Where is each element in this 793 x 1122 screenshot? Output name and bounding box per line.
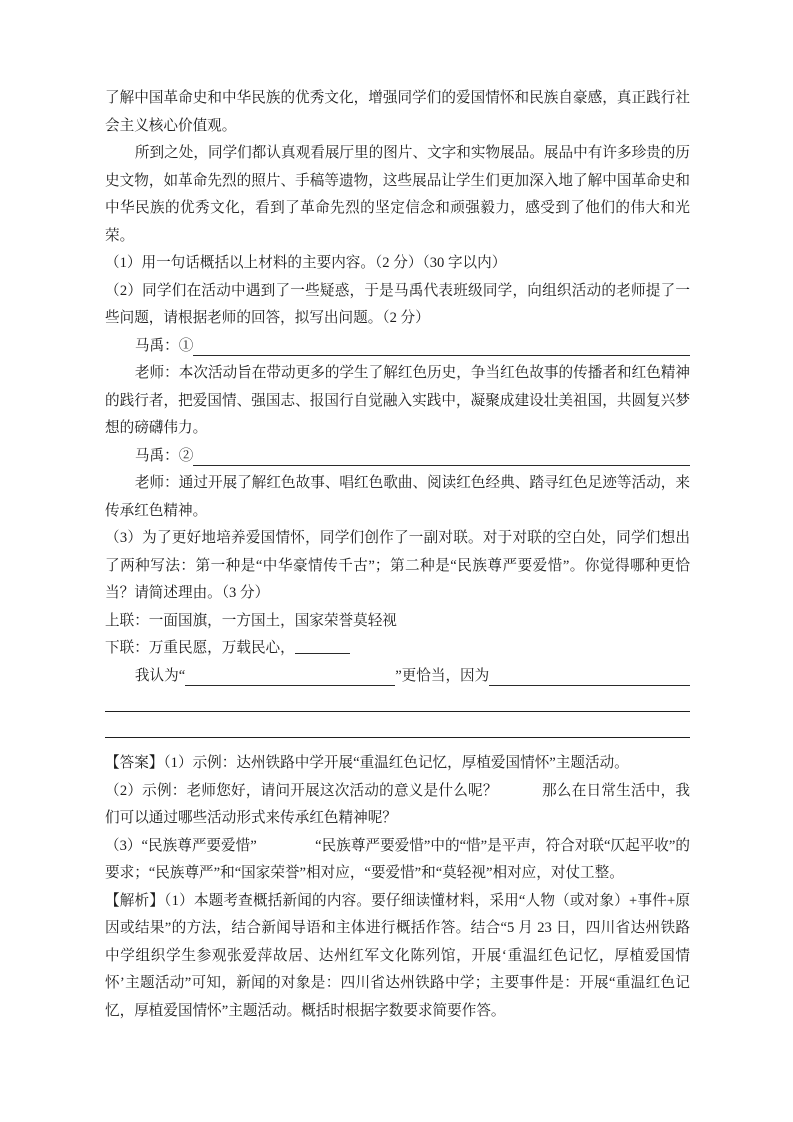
analysis-label: 【解析】 (105, 892, 165, 909)
conclusion-prefix: 我认为“ (134, 667, 186, 684)
question-2: （2）同学们在活动中遇到了一些疑惑，于是马禹代表班级同学，向组织活动的老师提了一些问题，请根据老师的回答，拟写出问题。（2 分） (105, 282, 690, 326)
mayu-1-answer-blank (193, 333, 690, 357)
dialog-teacher-1: 老师：本次活动旨在带动更多的学生了解红色历史，争当红色故事的传播者和红色精神的践行者，把爱国情、强国志、报国行自觉融入实践中，凝聚成建设壮美祖国，共圆复兴梦想的磅礴伟力。 (105, 365, 690, 436)
couplet-upper-line: 上联：一面国旗，一方国土，国家荣誉莫轻视 (105, 612, 397, 629)
couplet-lower-text: 下联：万重民愿，万载民心， (105, 640, 295, 656)
conclusion-reason-blank (489, 663, 690, 687)
dialog-mayu-2-label: 马禹：② (134, 447, 194, 464)
mayu-2-answer-blank (193, 443, 690, 467)
answer-item-1 (105, 750, 690, 778)
answer-item-3: （3）“民族尊严要爱惜” “民族尊严要爱惜”中的“惜”是平声，符合对联“仄起平收”的要求；“民族尊严”和“国家荣誉”相对应，“要爱惜”和“莫轻视”相对应，对仗工整。 (105, 837, 690, 881)
writing-line-2 (105, 712, 690, 738)
answer-section (105, 750, 690, 1025)
analysis-text: （1）本题考查概括新闻的内容。要仔细读懂材料，采用“人物（或对象）+事件+原因或结果”的方法，结合新闻导语和主体进行概括作答。结合“5 月 23 日，四川省达州铁路中学组织学生参观张爱萍故居、达州红军文化陈列馆，开展‘重温红色记忆，厚植爱国情怀’主题活动”可知，新闻的对象是：四川省达州铁路中学；主要事件是：开展“重温红色记忆，厚植爱国情怀”主题活动。概括时根据字数要求简要作答。 (105, 892, 690, 1019)
dialog-mayu-1-label: 马禹：① (134, 337, 194, 354)
couplet-lower-line (105, 635, 690, 663)
dialog-mayu-2 (105, 443, 690, 471)
writing-line-1 (105, 690, 690, 712)
material-paragraph-2: 所到之处，同学们都认真观看展厅里的图片、文字和实物展品。展品中有许多珍贵的历史文物，如革命先烈的照片、手稿等遗物，这些展品让学生们更加深入地了解中国革命史和中华民族的优秀文化，看到了革命先烈的坚定信念和顽强毅力，感受到了他们的伟大和光荣。 (105, 145, 690, 244)
question-3: （3）为了更好地培养爱国情怀，同学们创作了一副对联。对于对联的空白处，同学们想出了两种写法：第一种是“中华豪情传千古”；第二种是“民族尊严要爱惜”。你觉得哪种更恰当？请简述理由。（3 分） (105, 530, 690, 601)
question-1: （1）用一句话概括以上材料的主要内容。（2 分）（30 字以内） (105, 255, 507, 271)
couplet-answer-blank (295, 649, 350, 654)
material-paragraph-1: 了解中国革命史和中华民族的优秀文化，增强同学们的爱国情怀和民族自豪感，真正践行社会主义核心价值观。 (105, 90, 690, 134)
answer-item-2: （2）示例：老师您好，请问开展这次活动的意义是什么呢？ 那么在日常生活中，我们可以通过哪些活动形式来传承红色精神呢？ (105, 782, 690, 826)
conclusion-choice-blank (185, 663, 395, 687)
dialog-mayu-1 (105, 333, 690, 361)
analysis-paragraph (105, 888, 690, 1026)
conclusion-line (105, 663, 690, 691)
answer-section-label: 【答案】 (105, 755, 164, 771)
conclusion-middle: ”更恰当，因为 (395, 667, 490, 684)
answer-1-text: （1）示例：达州铁路中学开展“重温红色记忆，厚植爱国情怀”主题活动。 (163, 755, 629, 771)
dialog-teacher-2: 老师：通过开展了解红色故事、唱红色歌曲、阅读红色经典、踏寻红色足迹等活动，来传承红色精神。 (105, 475, 690, 519)
